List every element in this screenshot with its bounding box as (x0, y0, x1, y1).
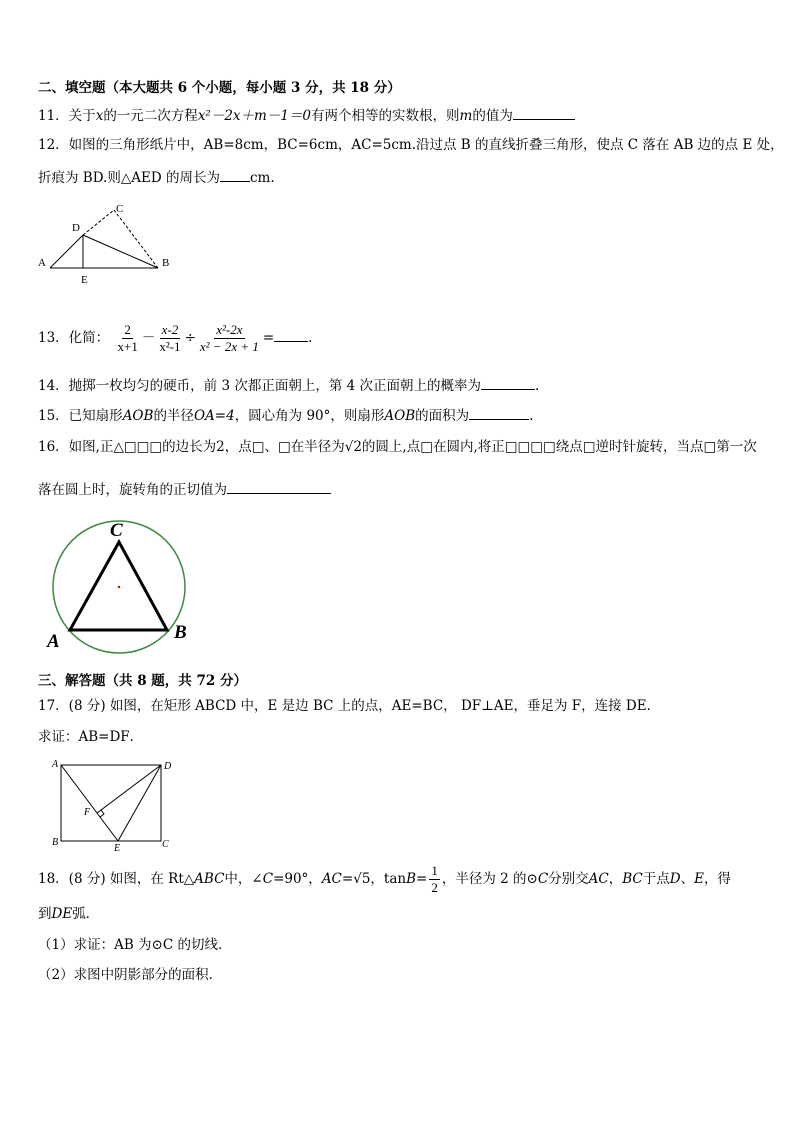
q17-rectangle-figure (44, 755, 184, 853)
question-18-part-1: （1）求证：AB 为⊙C 的切线． (38, 937, 232, 953)
q17-label-f: F (84, 807, 91, 818)
q12-label-c: C (116, 203, 124, 215)
q18-b: B (406, 871, 417, 887)
q13-end: . (308, 330, 313, 346)
question-11 (38, 105, 575, 125)
q13-op-2: ÷ (184, 330, 196, 346)
q17-label-c: C (162, 839, 169, 850)
q18-c: C (262, 871, 274, 887)
q13-frac3-numerator: x²-2x (216, 322, 243, 337)
q13-fraction-1 (115, 322, 139, 355)
question-13 (38, 318, 312, 358)
q18-abc: ABC (194, 871, 225, 887)
q18-text-a: 18．(8 分) 如图，在 Rt△ (38, 871, 195, 887)
q18-text-c: =90°， (273, 871, 322, 887)
q15-aob-2: AOB (384, 408, 416, 424)
q18-de: DE (51, 906, 73, 922)
q16-label-c: C (110, 520, 123, 541)
question-17-line-2: 求证：AB=DF． (38, 729, 144, 745)
q18-tan-numerator: 1 (431, 863, 438, 878)
q12-text-b: cm. (249, 170, 275, 186)
q18-text-d: = (341, 871, 354, 887)
q14-answer-blank (481, 375, 535, 390)
q18-text-i: ， (608, 871, 623, 887)
q18-text-g: ，半径为 2 的⊙ (441, 871, 538, 887)
q13-fraction-3 (198, 322, 261, 355)
q17-label-a: A (52, 759, 59, 770)
q18-ac2: AC (588, 871, 609, 887)
q13-frac3-denominator: x² − 2x + 1 (199, 339, 259, 354)
q15-text-b: 的半径 (153, 408, 194, 424)
q18-ac: AC (321, 871, 342, 887)
q15-oa: OA=4 (193, 408, 235, 424)
q13-op-1: － (141, 330, 156, 346)
q11-equation: x²－2x＋m－1＝0 (197, 108, 312, 124)
q18-text-e: ，tan (370, 871, 407, 887)
q17-label-e: E (114, 843, 121, 853)
q18-text-b: 中，∠ (224, 871, 263, 887)
q16-circle-triangle-figure (40, 510, 200, 655)
q12-label-d: D (72, 222, 80, 234)
q15-text-c: ，圆心角为 90°，则扇形 (234, 408, 385, 424)
q18-line2-a: 到 (38, 906, 52, 922)
q11-var-m: m (459, 108, 473, 124)
q18-text-h: 分别交 (548, 871, 589, 887)
q11-var-x: x (95, 108, 104, 124)
q12-triangle-figure (36, 200, 176, 290)
q18-sqrt5: √5 (353, 871, 371, 887)
question-14 (38, 375, 539, 395)
q16-text: 落在圆上时，旋转角的正切值为 (38, 482, 227, 498)
q15-answer-blank (469, 405, 529, 420)
question-12-line-1: 12．如图的三角形纸片中，AB=8cm，BC=6cm，AC=5cm.沿过点 B 的直线折叠三角形，使点 C 落在 AB 边的点 E 处， (38, 137, 784, 153)
question-12-line-2 (38, 167, 275, 187)
q17-label-b: B (52, 837, 59, 848)
q11-answer-blank (513, 105, 575, 120)
q14-text: 14．抛掷一枚均匀的硬币，前 3 次都正面朝上，第 4 次正面朝上的概率为 (38, 378, 482, 394)
q16-label-b: B (174, 622, 187, 643)
question-18-line-2 (38, 905, 99, 923)
q18-line2-b: 弧． (72, 906, 100, 922)
q18-tan-fraction (429, 863, 440, 896)
q18-d: D (669, 871, 681, 887)
q18-text-l: ，得 (703, 871, 731, 887)
q18-e: E (694, 871, 704, 887)
q16-answer-blank (227, 479, 331, 494)
q12-label-a: A (38, 257, 46, 269)
q12-label-e: E (81, 274, 88, 286)
q13-frac1-numerator: 2 (124, 322, 131, 337)
q18-text-k: 、 (680, 871, 695, 887)
q13-frac2-numerator: x-2 (161, 322, 179, 337)
q13-prefix: 13．化简： (38, 330, 110, 346)
question-16-line-1: 16．如图,正△□□□的边长为2，点□、□在半径为√2的圆上,点□在圆内,将正□□□□绕点□逆时针旋转，当点□第一次 (38, 439, 757, 455)
section-2-heading: 二、填空题（本大题共 6 个小题，每小题 3 分，共 18 分） (38, 80, 401, 96)
q11-text-b: 的一元二次方程 (103, 108, 198, 124)
q13-fraction-2 (157, 322, 182, 355)
q18-bc: BC (622, 871, 643, 887)
q15-aob-1: AOB (122, 408, 154, 424)
question-17-line-1: 17．(8 分) 如图，在矩形 ABCD 中，E 是边 BC 上的点，AE=BC， DF⊥AE，垂足为 F，连接 DE． (38, 698, 661, 714)
question-15 (38, 405, 533, 425)
section-3-heading: 三、解答题（共 8 题，共 72 分） (38, 673, 247, 689)
q13-answer-blank (274, 327, 308, 342)
q12-answer-blank (220, 167, 250, 182)
q18-text-j: 于点 (642, 871, 670, 887)
q11-text-c: 有两个相等的实数根，则 (311, 108, 460, 124)
question-16-line-2 (38, 479, 331, 499)
question-18-line-1 (38, 862, 731, 896)
q12-label-b: B (162, 257, 170, 269)
q13-frac1-denominator: x+1 (117, 339, 138, 354)
q13-frac2-denominator: x²-1 (159, 339, 181, 354)
q12-text-a: 折痕为 BD.则△AED 的周长为 (38, 170, 220, 186)
q17-label-d: D (164, 761, 172, 772)
q16-label-a: A (47, 631, 60, 652)
q15-text-a: 15．已知扇形 (38, 408, 123, 424)
q15-end: . (529, 408, 534, 424)
q18-text-f: = (416, 871, 428, 887)
q14-end: . (535, 378, 540, 394)
q18-tan-denominator: 2 (431, 880, 438, 895)
q11-text-a: 11．关于 (38, 108, 96, 124)
q18-c2: C (537, 871, 549, 887)
question-18-part-2: （2）求图中阴影部分的面积． (38, 967, 223, 983)
q15-text-d: 的面积为 (415, 408, 470, 424)
q13-equals: = (262, 330, 275, 346)
q11-text-d: 的值为 (472, 108, 513, 124)
